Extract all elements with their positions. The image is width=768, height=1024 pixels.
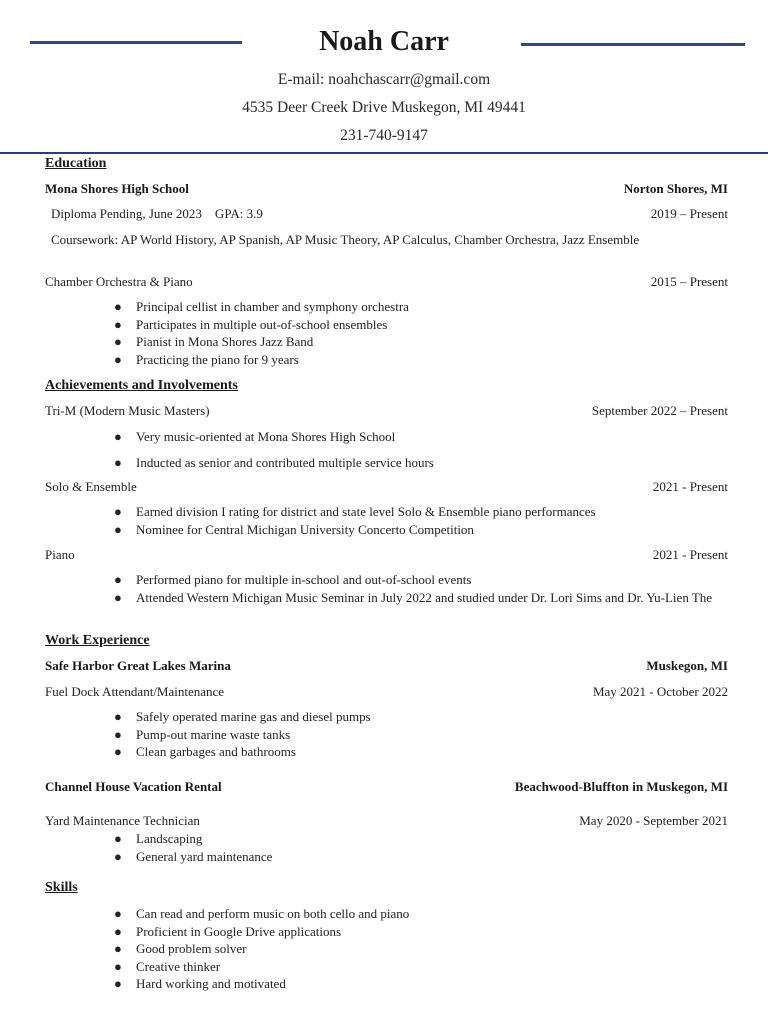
job-dates: May 2021 - October 2022 <box>592 684 728 699</box>
list-item: ● Performed piano for multiple in-school and out-of-school events <box>114 572 472 587</box>
education-coursework: Coursework: AP World History, AP Spanish, AP Music Theory, AP Calculus, Chamber Orchestra, Jazz Ensemble <box>51 232 640 247</box>
achievement-list <box>110 571 726 606</box>
education-activity-dates: 2015 – Present <box>650 274 728 289</box>
list-item: ● Can read and perform music on both cello and piano <box>114 906 410 921</box>
bullet-icon: ● <box>114 351 122 367</box>
achievements-heading: Achievements and Involvements <box>45 378 238 393</box>
skills-heading: Skills <box>45 880 78 895</box>
list-item: ● Earned division I rating for district and state level Solo & Ensemble piano performances <box>114 504 596 519</box>
education-diploma: Diploma Pending, June 2023 GPA: 3.9 <box>51 206 263 221</box>
bullet-icon: ● <box>114 589 122 605</box>
bullet-icon: ● <box>114 429 122 444</box>
achievement-dates: 2021 - Present <box>652 479 728 494</box>
education-activity-list <box>110 298 409 368</box>
list-item: ● Attended Western Michigan Music Seminar in July 2022 and studied under Dr. Lori Sims and Dr. Yu-Lien The <box>114 589 713 605</box>
job-role: Fuel Dock Attendant/Maintenance <box>45 684 225 699</box>
job-location: Beachwood-Bluffton in Muskegon, MI <box>514 779 728 794</box>
list-item: ● Creative thinker <box>114 958 221 974</box>
list-item: ● Clean garbages and bathrooms <box>114 744 296 760</box>
achievement-title: Piano <box>45 547 75 562</box>
bullet-icon: ● <box>114 504 122 519</box>
list-item: ● Participates in multiple out-of-school ensembles <box>114 316 388 332</box>
contact-email: E-mail: noahchascarr@gmail.com <box>277 71 491 88</box>
bullet-icon: ● <box>114 334 122 350</box>
bullet-icon: ● <box>114 572 122 587</box>
job-list <box>110 830 272 865</box>
job-employer: Safe Harbor Great Lakes Marina <box>45 658 231 673</box>
bullet-icon: ● <box>114 726 122 742</box>
education-activity-title: Chamber Orchestra & Piano <box>45 274 193 289</box>
achievement-dates: September 2022 – Present <box>591 403 728 418</box>
work-heading: Work Experience <box>45 633 150 648</box>
bullet-icon: ● <box>114 976 122 992</box>
list-item: ● Practicing the piano for 9 years <box>114 351 299 367</box>
list-item: ● Good problem solver <box>114 941 247 957</box>
achievement-title: Solo & Ensemble <box>45 479 137 494</box>
list-item: ● Safely operated marine gas and diesel pumps <box>114 709 371 724</box>
list-item: ● Principal cellist in chamber and symphony orchestra <box>114 299 409 314</box>
education-location: Norton Shores, MI <box>623 181 728 196</box>
list-item: ● Proficient in Google Drive applications <box>114 923 342 939</box>
job-role: Yard Maintenance Technician <box>45 813 200 828</box>
education-heading: Education <box>45 156 107 171</box>
education-school: Mona Shores High School <box>45 181 189 196</box>
bullet-icon: ● <box>114 521 122 537</box>
job-dates: May 2020 - September 2021 <box>579 813 728 828</box>
job-list <box>110 708 371 761</box>
bullet-icon: ● <box>114 906 122 921</box>
contact-phone: 231-740-9147 <box>340 127 428 144</box>
bullet-icon: ● <box>114 299 122 314</box>
bullet-icon: ● <box>114 316 122 332</box>
list-item: ● Inducted as senior and contributed multiple service hours <box>114 454 434 470</box>
achievement-title: Tri-M (Modern Music Masters) <box>45 403 210 418</box>
education-diploma-dates: 2019 – Present <box>650 206 728 221</box>
achievement-list <box>110 503 596 538</box>
bullet-icon: ● <box>114 709 122 724</box>
list-item: ● Very music-oriented at Mona Shores High School <box>114 429 396 444</box>
resume-name: Noah Carr <box>319 26 449 57</box>
bullet-icon: ● <box>114 923 122 939</box>
contact-address: 4535 Deer Creek Drive Muskegon, MI 49441 <box>242 99 526 116</box>
list-item: ● Hard working and motivated <box>114 976 286 992</box>
achievement-list <box>110 428 434 471</box>
job-location: Muskegon, MI <box>646 658 728 673</box>
bullet-icon: ● <box>114 744 122 760</box>
bullet-icon: ● <box>114 941 122 957</box>
achievement-dates: 2021 - Present <box>652 547 728 562</box>
bullet-icon: ● <box>114 831 122 846</box>
bullet-icon: ● <box>114 958 122 974</box>
skills-list <box>110 905 409 993</box>
bullet-icon: ● <box>114 454 122 470</box>
list-item: ● Pump-out marine waste tanks <box>114 726 291 742</box>
list-item: ● Nominee for Central Michigan University Concerto Competition <box>114 521 474 537</box>
list-item: ● General yard maintenance <box>114 848 273 864</box>
list-item: ● Landscaping <box>114 831 203 846</box>
list-item: ● Pianist in Mona Shores Jazz Band <box>114 334 314 350</box>
job-employer: Channel House Vacation Rental <box>45 779 222 794</box>
header-divider <box>0 152 768 154</box>
bullet-icon: ● <box>114 848 122 864</box>
